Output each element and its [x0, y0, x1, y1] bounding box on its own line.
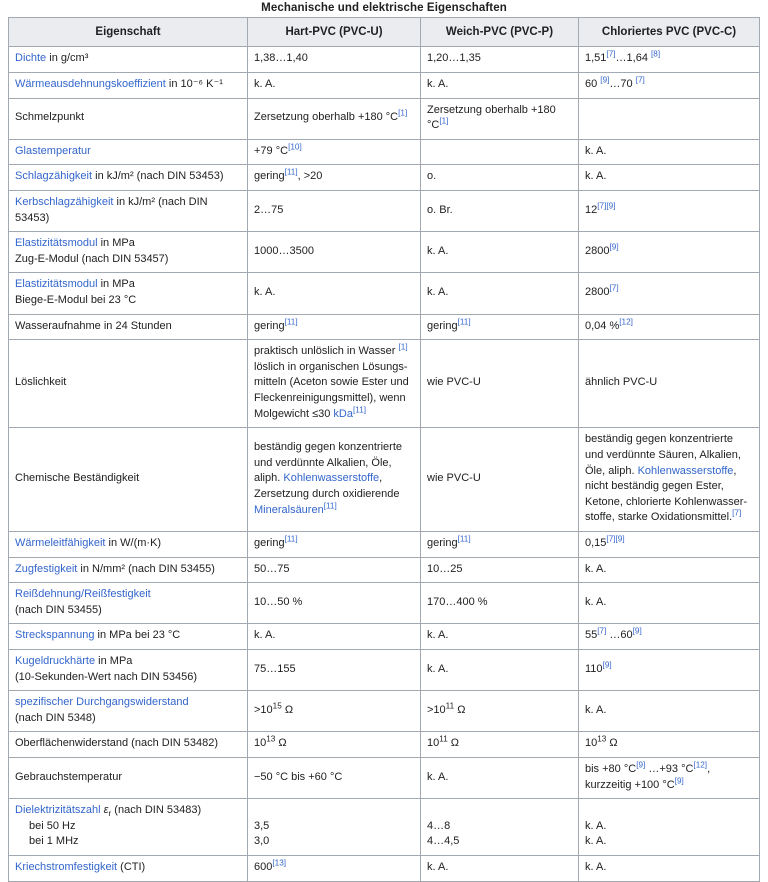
cell-pvc-p — [421, 314, 579, 340]
epsilon-subscript: r — [108, 809, 112, 819]
reference-link[interactable]: [7] — [732, 508, 742, 518]
value-line-1: beständig gegen konzentrierte — [254, 441, 402, 454]
cell-pvc-u: k. A. — [248, 624, 421, 650]
value-line-6 — [585, 510, 753, 526]
cell-pvc-p — [421, 691, 579, 732]
value-line-4: nicht beständig gegen Ester, — [585, 480, 724, 493]
value-unit: Ω — [606, 737, 618, 750]
value-line-4: Fleckenreinigungsmittel), wenn — [254, 392, 406, 405]
value-part: gering — [254, 170, 285, 183]
property-link[interactable]: Kriechstromfestigkeit — [15, 861, 118, 874]
property-link[interactable]: Kugeldruckhärte — [15, 655, 96, 667]
property-suffix: in MPa — [97, 278, 135, 291]
value-part: 0,15 — [585, 536, 607, 549]
value-part: Zersetzung oberhalb +180 °C — [254, 111, 399, 124]
value-part: aliph. — [254, 472, 284, 485]
value-line-2: löslich in organischen Lösungs- — [254, 360, 408, 373]
value-part: praktisch unlöslich in Wasser — [254, 345, 399, 358]
column-header-property: Eigenschaft — [9, 18, 248, 47]
unit-link[interactable]: kDa — [333, 407, 353, 420]
value-part: stoffe, starke Oxidationsmittel. — [585, 511, 733, 524]
cell-pvc-c: k. A. — [579, 691, 760, 732]
row-property-cell — [9, 139, 248, 165]
property-suffix: in 10⁻⁶ K⁻¹ — [165, 77, 223, 90]
substance-link[interactable]: Kohlenwasserstoffe — [637, 464, 734, 477]
row-property-cell — [9, 650, 248, 691]
reference-link[interactable]: [8] — [651, 49, 661, 59]
property-suffix: in MPa bei 23 °C — [94, 629, 181, 642]
value-part: Molgewicht ≤30 — [254, 407, 334, 420]
property-line-1 — [15, 654, 241, 670]
value-part: …70 — [609, 77, 636, 90]
property-line-1 — [15, 277, 241, 293]
property-link[interactable]: Zugfestigkeit — [15, 562, 78, 575]
cell-pvc-c: k. A. — [579, 139, 760, 165]
reference-link[interactable]: [1] — [398, 342, 408, 352]
cell-pvc-c — [579, 190, 760, 231]
value-line-1mhz: k. A. — [585, 835, 607, 848]
table-row — [9, 624, 760, 650]
property-suffix: in N/mm² (nach DIN 53455) — [77, 562, 215, 575]
cell-pvc-c — [579, 799, 760, 856]
property-line-2: Zug-E-Modul (nach DIN 53457) — [15, 252, 169, 265]
row-property-cell — [9, 190, 248, 231]
cell-pvc-u: −50 °C bis +60 °C — [248, 758, 421, 799]
value-unit: Ω — [454, 704, 466, 717]
row-property-cell — [9, 72, 248, 98]
substance-link[interactable]: Kohlenwasserstoffe — [283, 472, 380, 485]
table-row — [9, 557, 760, 583]
cell-pvc-u — [248, 314, 421, 340]
property-line-3 — [15, 834, 241, 850]
property-line-1 — [15, 236, 241, 252]
property-link[interactable]: Dielektrizitätszahl — [15, 804, 101, 817]
cell-pvc-c: k. A. — [579, 165, 760, 191]
property-line-1 — [15, 695, 241, 711]
table-row — [9, 165, 760, 191]
reference-link[interactable]: [10] — [288, 142, 302, 152]
table-row — [9, 47, 760, 73]
cell-pvc-p: k. A. — [421, 273, 579, 314]
reference-link[interactable]: [1] — [439, 116, 449, 126]
reference-link[interactable]: [11] — [352, 405, 367, 415]
row-property-cell: Chemische Beständigkeit — [9, 428, 248, 532]
property-link[interactable]: Streckspannung — [15, 629, 95, 642]
property-line-2: (10-Sekunden-Wert nach DIN 53456) — [15, 670, 198, 683]
spacer-line — [427, 803, 572, 819]
spacer-line — [585, 803, 753, 819]
value-line-50hz: k. A. — [585, 819, 607, 832]
epsilon-symbol: ε — [103, 804, 109, 817]
frequency-label-1mhz: bei 1 MHz — [29, 835, 79, 848]
cell-pvc-c — [579, 273, 760, 314]
reference-link[interactable]: [12] — [693, 760, 708, 770]
value-line-3: mitteln (Aceton sowie Ester und — [254, 376, 409, 389]
value-line-5 — [254, 500, 414, 519]
value-part: gering — [254, 536, 285, 549]
reference-link[interactable]: [9] — [615, 534, 625, 544]
row-property-cell — [9, 557, 248, 583]
property-suffix: in W/(m·K) — [105, 536, 162, 549]
cell-pvc-u — [248, 340, 421, 428]
cell-pvc-c — [579, 72, 760, 98]
reference-link[interactable]: [11] — [284, 316, 298, 326]
cell-pvc-u: 10…50 % — [248, 583, 421, 624]
table-row — [9, 583, 760, 624]
value-part: bis +80 °C — [585, 763, 637, 776]
reference-link[interactable]: [11] — [284, 167, 298, 177]
row-property-cell — [9, 165, 248, 191]
column-header-pvc-u: Hart-PVC (PVC-U) — [248, 18, 421, 47]
table-row — [9, 232, 760, 273]
reference-link[interactable]: [9] — [632, 626, 642, 636]
property-suffix: (nach DIN 53483) — [111, 804, 202, 817]
property-link[interactable]: Dichte — [15, 52, 47, 65]
cell-pvc-u — [248, 165, 421, 191]
value-part: …+93 °C — [645, 763, 694, 776]
table-header-row — [9, 18, 760, 47]
cell-pvc-c — [579, 98, 760, 139]
value-part: 12 — [585, 203, 598, 216]
cell-pvc-p: wie PVC-U — [421, 340, 579, 428]
table-row — [9, 531, 760, 557]
cell-pvc-u: 1,38…1,40 — [248, 47, 421, 73]
cell-pvc-p — [421, 98, 579, 139]
value-part: gering — [427, 536, 458, 549]
value-part: gering — [254, 319, 285, 332]
value-base: >10 — [254, 704, 273, 717]
table-row — [9, 650, 760, 691]
cell-pvc-c — [579, 624, 760, 650]
cell-pvc-u — [248, 799, 421, 856]
value-exponent: 15 — [272, 701, 282, 711]
reference-link[interactable]: [7] — [597, 626, 607, 636]
value-line-4: Zersetzung durch oxidierende — [254, 487, 400, 500]
value-exponent: 13 — [266, 734, 276, 744]
cell-pvc-c — [579, 47, 760, 73]
cell-pvc-c — [579, 531, 760, 557]
value-part: 2800 — [585, 245, 610, 257]
row-property-cell — [9, 531, 248, 557]
cell-pvc-c — [579, 232, 760, 273]
value-line-50hz: 4…8 — [427, 819, 451, 832]
property-line-2: (nach DIN 5348) — [15, 711, 96, 724]
cell-pvc-p — [421, 732, 579, 758]
cell-pvc-u: 1000…3500 — [248, 232, 421, 273]
value-line-2 — [585, 778, 753, 794]
value-part: …1,64 — [615, 52, 651, 65]
value-line-5: Ketone, chlorierte Kohlenwasser- — [585, 495, 748, 508]
cell-pvc-p: k. A. — [421, 758, 579, 799]
reference-link[interactable]: [11] — [457, 316, 471, 326]
reference-link[interactable]: [7] — [635, 75, 645, 85]
table-row — [9, 856, 760, 882]
cell-pvc-p: o. — [421, 165, 579, 191]
value-part: …60 — [606, 629, 633, 642]
property-suffix: in MPa — [97, 237, 135, 250]
row-property-cell — [9, 47, 248, 73]
value-line-1mhz: 3,0 — [254, 835, 270, 848]
cell-pvc-p: 170…400 % — [421, 583, 579, 624]
value-part: 55 — [585, 629, 598, 642]
cell-pvc-c: ähnlich PVC-U — [579, 340, 760, 428]
column-header-pvc-c: Chloriertes PVC (PVC-C) — [579, 18, 760, 47]
cell-pvc-u: 50…75 — [248, 557, 421, 583]
table-caption: Mechanische und elektrische Eigenschaften — [261, 2, 507, 14]
reference-link[interactable]: [9] — [602, 660, 612, 670]
table-row — [9, 190, 760, 231]
row-property-cell — [9, 856, 248, 882]
column-header-pvc-p: Weich-PVC (PVC-P) — [421, 18, 579, 47]
reference-link[interactable]: [7] — [609, 283, 619, 293]
row-property-cell: Gebrauchstemperatur — [9, 758, 248, 799]
value-part: kurzzeitig +100 °C — [585, 778, 675, 791]
cell-pvc-c — [579, 428, 760, 532]
reference-link[interactable]: [1] — [398, 108, 408, 118]
value-base: >10 — [427, 704, 446, 717]
table-row — [9, 139, 760, 165]
cell-pvc-p: 10…25 — [421, 557, 579, 583]
cell-pvc-c — [579, 314, 760, 340]
value-unit: Ω — [281, 704, 294, 717]
table-row — [9, 340, 760, 428]
value-part: 60 — [585, 77, 601, 90]
property-line-2 — [15, 819, 241, 835]
property-link[interactable]: Wärmeleitfähigkeit — [15, 536, 106, 549]
property-link[interactable]: Glastemperatur — [15, 144, 91, 157]
cell-pvc-u: 2…75 — [248, 190, 421, 231]
property-link[interactable]: Elastizitätsmodul — [15, 237, 98, 250]
table-row — [9, 72, 760, 98]
reference-link[interactable]: [11] — [323, 500, 337, 510]
cell-pvc-c: k. A. — [579, 557, 760, 583]
row-property-cell — [9, 583, 248, 624]
cell-pvc-u: k. A. — [248, 72, 421, 98]
value-part: 600 — [254, 861, 273, 874]
cell-pvc-p: k. A. — [421, 624, 579, 650]
value-base: 10 — [585, 737, 598, 750]
table-row — [9, 799, 760, 856]
value-line-2: und verdünnte Alkalien, Öle, — [254, 456, 392, 469]
property-line-1 — [15, 587, 241, 603]
value-line-2: und verdünnte Säuren, Alkalien, — [585, 448, 741, 461]
reference-link[interactable]: [9] — [674, 776, 684, 785]
table-body — [9, 47, 760, 881]
value-base: 10 — [254, 737, 267, 750]
cell-pvc-u — [248, 428, 421, 532]
row-property-cell: Oberflächenwiderstand (nach DIN 53482) — [9, 732, 248, 758]
table-row — [9, 273, 760, 314]
substance-link[interactable]: Mineralsäuren — [254, 503, 324, 516]
row-property-cell — [9, 691, 248, 732]
row-property-cell: Löslichkeit — [9, 340, 248, 428]
row-property-cell — [9, 624, 248, 650]
value-line-5 — [254, 407, 414, 423]
reference-link[interactable]: [7] — [597, 201, 607, 211]
value-line-1mhz: 4…4,5 — [427, 835, 460, 848]
cell-pvc-p: k. A. — [421, 72, 579, 98]
property-link[interactable]: Elastizitätsmodul — [15, 278, 98, 291]
value-unit: Ω — [447, 737, 460, 750]
reference-link[interactable]: [9] — [606, 201, 616, 211]
cell-pvc-u: 75…155 — [248, 650, 421, 691]
property-suffix: in MPa — [95, 655, 133, 667]
value-exponent: 11 — [439, 734, 448, 744]
value-part: , — [707, 763, 711, 776]
cell-pvc-p: wie PVC-U — [421, 428, 579, 532]
cell-pvc-p: 1,20…1,35 — [421, 47, 579, 73]
properties-table — [8, 17, 760, 882]
row-property-cell — [9, 799, 248, 856]
property-link[interactable]: Wärmeausdehnungskoeffizient — [15, 77, 166, 90]
value-line-3: Öle, aliph. Kohlenwasserstoffe, — [585, 464, 737, 477]
reference-link[interactable]: [7] — [606, 534, 616, 544]
reference-link[interactable]: [9] — [600, 75, 610, 85]
value-line-3: aliph. Kohlenwasserstoffe, — [254, 472, 383, 485]
property-link[interactable]: Kerbschlagzähigkeit — [15, 195, 114, 208]
property-suffix: in kJ/m² (nach DIN 53453) — [92, 170, 224, 183]
value-line-50hz: 3,5 — [254, 819, 270, 832]
property-suffix: in g/cm³ — [46, 52, 89, 65]
cell-pvc-p — [421, 799, 579, 856]
cell-pvc-u — [248, 531, 421, 557]
reference-link[interactable]: [11] — [284, 534, 298, 544]
property-link[interactable]: Reißdehnung/Reißfestigkeit — [15, 588, 151, 601]
row-property-cell: Schmelzpunkt — [9, 98, 248, 139]
cell-pvc-p — [421, 531, 579, 557]
value-part: Zersetzung oberhalb +180 °C — [427, 103, 556, 132]
reference-link[interactable]: [9] — [636, 760, 646, 770]
property-suffix: in kJ/m² (nach DIN 53453) — [15, 195, 208, 224]
value-unit: Ω — [275, 737, 287, 750]
cell-pvc-c — [579, 758, 760, 799]
frequency-label-50hz: bei 50 Hz — [29, 819, 76, 832]
value-part: 0,04 % — [585, 319, 620, 332]
table-row — [9, 314, 760, 340]
value-part: gering — [427, 319, 458, 332]
cell-pvc-p: k. A. — [421, 856, 579, 882]
reference-link[interactable]: [9] — [609, 242, 619, 252]
cell-pvc-c — [579, 732, 760, 758]
value-line-1 — [254, 344, 414, 360]
reference-link[interactable]: [13] — [272, 858, 287, 868]
reference-link[interactable]: [12] — [619, 316, 633, 326]
property-line-2: (nach DIN 53455) — [15, 603, 102, 616]
value-part: +79 °C — [254, 144, 289, 157]
cell-pvc-c: k. A. — [579, 583, 760, 624]
property-line-1 — [15, 803, 241, 819]
row-property-cell: Wasseraufnahme in 24 Stunden — [9, 314, 248, 340]
cell-pvc-p: o. Br. — [421, 190, 579, 231]
value-exponent: 13 — [597, 734, 607, 744]
reference-link[interactable]: [7] — [606, 49, 616, 59]
table-row — [9, 98, 760, 139]
value-line-1 — [585, 762, 753, 778]
cell-pvc-c: k. A. — [579, 856, 760, 882]
property-link[interactable]: Schlagzähigkeit — [15, 170, 93, 183]
row-property-cell — [9, 232, 248, 273]
table-row — [9, 732, 760, 758]
cell-pvc-c — [579, 650, 760, 691]
property-line-2: Biege-E-Modul bei 23 °C — [15, 294, 137, 307]
value-exponent: 11 — [445, 701, 455, 711]
value-part: 2800 — [585, 286, 610, 299]
row-property-cell — [9, 273, 248, 314]
cell-pvc-p — [421, 139, 579, 165]
cell-pvc-u — [248, 691, 421, 732]
cell-pvc-u: k. A. — [248, 273, 421, 314]
cell-pvc-u — [248, 98, 421, 139]
reference-link[interactable]: [11] — [457, 534, 471, 544]
property-suffix: (CTI) — [117, 861, 146, 874]
table-row — [9, 691, 760, 732]
cell-pvc-u — [248, 139, 421, 165]
value-line-1: beständig gegen konzentrierte — [585, 433, 733, 446]
value-part: , >20 — [297, 170, 323, 183]
table-row — [9, 428, 760, 532]
value-part: 110 — [585, 662, 603, 675]
value-part: 1,51 — [585, 52, 607, 65]
cell-pvc-u — [248, 856, 421, 882]
cell-pvc-p: k. A. — [421, 232, 579, 273]
cell-pvc-u — [248, 732, 421, 758]
spacer-line — [254, 803, 414, 819]
value-part: Öle, aliph. — [585, 464, 638, 477]
cell-pvc-p: k. A. — [421, 650, 579, 691]
value-base: 10 — [427, 737, 440, 750]
property-link[interactable]: spezifischer Durchgangswiderstand — [15, 696, 189, 709]
table-row — [9, 758, 760, 799]
